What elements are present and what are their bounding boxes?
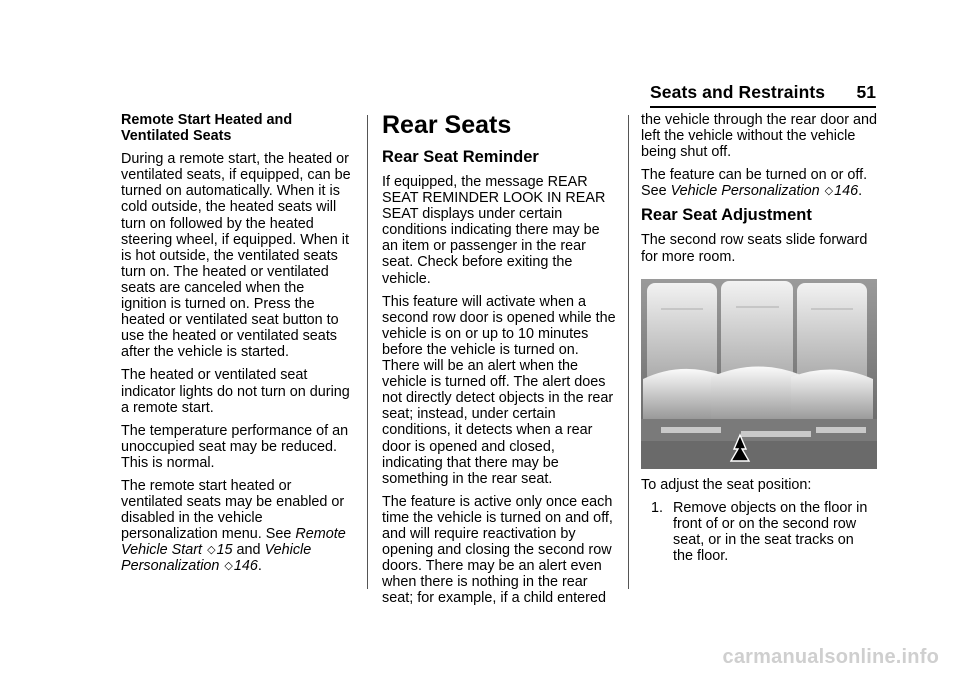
xref-link[interactable]: Remote Vehicle Start: [121, 526, 346, 559]
list-text: Remove objects on the floor in front of or on the second row seat, or in the seat tracks on the floor.: [673, 499, 868, 565]
page-ref-icon: ◇: [207, 544, 216, 557]
paragraph: The heated or ventilated seat indicator lights do not turn on during a remote start.: [121, 367, 350, 416]
page-ref-icon: ◇: [224, 560, 233, 573]
paragraph: The temperature performance of an unoccupied seat may be reduced. This is normal.: [121, 422, 349, 471]
rear-seat-adjustment-heading: Rear Seat Adjustment: [641, 206, 812, 225]
list-number: 1.: [651, 499, 664, 516]
xref-page[interactable]: 146: [834, 183, 859, 200]
rear-seat-reminder-heading: Rear Seat Reminder: [382, 148, 539, 166]
column-3: [641, 112, 877, 564]
column-divider: [367, 115, 368, 589]
remote-start-heading: Remote Start Heated and Ventilated Seats: [121, 112, 293, 145]
xref-link[interactable]: Vehicle Personalization: [670, 183, 820, 200]
list-item: [641, 500, 877, 564]
xref-link[interactable]: Vehicle Personalization: [121, 542, 312, 575]
paragraph-text: The remote start heated or ventilated seats may be enabled or disabled in the vehicle personalization menu. See: [121, 477, 345, 543]
watermark: carmanualsonline.info: [722, 646, 939, 668]
paragraph: If equipped, the message REAR SEAT REMINDER LOOK IN REAR SEAT displays under certain conditions indicating there may be an item or passenger in the rear seat. Check before exiting the vehicle.: [382, 174, 606, 287]
paragraph: This feature will activate when a second row door is opened while the vehicle is on or up to 10 minutes before the vehicle is turned on. There will be an alert when the vehicle is turned off. The alert does not directly detect objects in the rear seat; instead, under certain conditions, it detects when a rear door is opened and closed, indicating that there may be something in the rear seat.: [382, 293, 616, 487]
paragraph: During a remote start, the heated or ventilated seats, if equipped, can be turned on automatically. When it is cold outside, the heated seats will turn on followed by the heated steering wheel, if equipped. When it is hot outside, the ventilated seats turn on. The heated or ventilated seats are canceled when the ignition is turned on. Press the heated or ventilated seat button to use the heated or ventilated seats after the vehicle is started.: [121, 151, 351, 361]
paragraph: The feature is active only once each time the vehicle is turned on and off, and will require reactivation by opening and closing the second row doors. There may be an alert even when there is nothing in the rear seat; for example, if a child entered: [382, 493, 613, 607]
paragraph: To adjust the seat position:: [641, 476, 812, 493]
paragraph: The feature can be turned on or off. See Vehicle Personalization ◇146.: [641, 167, 868, 200]
column-divider: [628, 115, 629, 589]
column-1: [121, 112, 353, 582]
paragraph-text: The feature can be turned on or off. See: [641, 167, 868, 200]
header-rule: [650, 106, 876, 108]
xref-page[interactable]: 15: [216, 542, 233, 559]
rear-seat-photo: [641, 279, 877, 469]
section-title: Seats and Restraints: [650, 82, 826, 102]
column-2: [382, 112, 618, 613]
page-ref-icon: ◇: [824, 185, 834, 198]
page-header: [650, 82, 876, 104]
rear-seats-heading: Rear Seats: [382, 111, 512, 139]
paragraph: The remote start heated or ventilated seats may be enabled or disabled in the vehicle personalization menu. See Remote Vehicle Start ◇15 and Vehicle Personalization ◇146.: [121, 477, 346, 575]
paragraph: The second row seats slide forward for more room.: [641, 232, 868, 265]
paragraph-text: and: [236, 542, 261, 559]
page-number: 51: [856, 82, 876, 102]
xref-page[interactable]: 146: [233, 558, 258, 575]
paragraph: the vehicle through the rear door and left the vehicle without the vehicle being shut off.: [641, 112, 878, 161]
